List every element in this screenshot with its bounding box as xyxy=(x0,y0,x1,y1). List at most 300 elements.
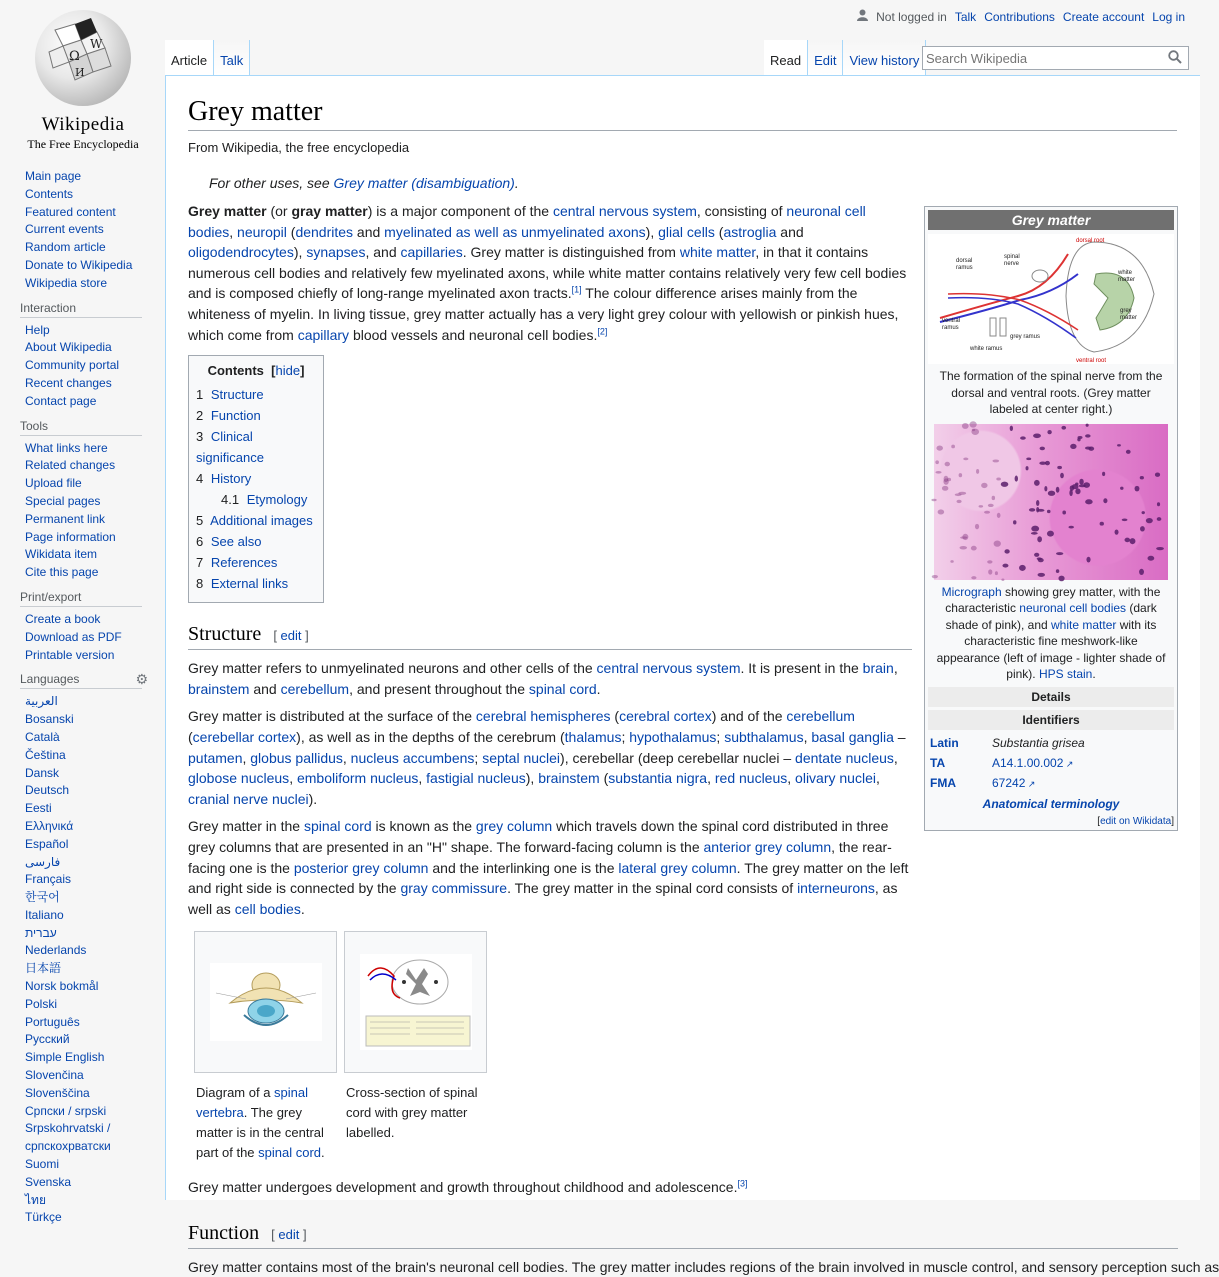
sidebar-item-link[interactable]: Random article xyxy=(25,240,106,255)
gear-icon[interactable]: ⚙ xyxy=(135,671,148,688)
toc-link[interactable]: Clinical significance xyxy=(196,429,264,466)
hps-stain-link[interactable]: HPS stain xyxy=(1038,667,1093,681)
svg-text:ventral: ventral xyxy=(942,318,961,324)
cell-nucleus xyxy=(1140,526,1145,531)
cell-nucleus xyxy=(1070,443,1076,448)
inline-link[interactable]: subthalamus xyxy=(724,728,804,745)
language-item-simple-english[interactable] xyxy=(25,1049,165,1067)
toc-item-function[interactable] xyxy=(196,405,316,426)
inline-link[interactable]: interneurons xyxy=(797,880,875,897)
inline-link[interactable]: putamen xyxy=(188,749,243,766)
row-label[interactable]: Latin xyxy=(930,735,959,750)
cell-nucleus xyxy=(1010,425,1013,430)
language-item-dansk[interactable] xyxy=(25,765,165,783)
tab-article[interactable]: Article xyxy=(165,40,214,75)
svg-text:dorsal: dorsal xyxy=(956,258,973,264)
cell-nucleus xyxy=(1069,489,1072,495)
cell-nucleus xyxy=(1075,482,1078,485)
inline-link[interactable]: globose nucleus xyxy=(188,770,290,787)
language-item-portugu-s[interactable] xyxy=(25,1014,165,1032)
inline-link[interactable]: brainstem xyxy=(538,770,600,787)
inline-link[interactable]: anterior grey column xyxy=(703,838,832,855)
anatomical-terminology-link[interactable]: Anatomical terminology xyxy=(982,796,1120,811)
view-tabs xyxy=(764,40,926,75)
sidebar-item-link[interactable]: Current events xyxy=(25,222,104,237)
inline-link[interactable]: neuronal cell bodies xyxy=(188,203,866,240)
language-item-link[interactable]: 한국어 xyxy=(25,890,60,905)
sidebar-item-link[interactable]: Main page xyxy=(25,169,82,183)
tab-edit[interactable]: Edit xyxy=(808,40,843,75)
sidebar-item-page-information[interactable] xyxy=(25,529,165,547)
puzzle-globe-icon xyxy=(35,10,131,106)
sidebar-item-community-portal[interactable] xyxy=(25,357,165,375)
toc-item-see-also[interactable] xyxy=(196,531,316,552)
toc-link[interactable]: History xyxy=(210,471,252,487)
sidebar-item-upload-file[interactable] xyxy=(25,475,165,493)
namespace-tabs xyxy=(165,40,250,75)
inline-link[interactable]: brainstem xyxy=(188,680,250,697)
sidebar-item-link[interactable]: What links here xyxy=(25,440,108,455)
inline-link[interactable]: hypothalamus xyxy=(629,728,717,745)
sidebar-item-link[interactable]: Page information xyxy=(25,529,116,544)
cell-nucleus xyxy=(970,421,977,427)
language-item-27[interactable] xyxy=(25,1192,165,1210)
inline-link[interactable]: cerebral cortex xyxy=(619,708,712,725)
cell-nucleus xyxy=(1155,472,1160,476)
spinal-vertebra-link[interactable]: spinal vertebra xyxy=(196,1085,309,1121)
inline-link[interactable]: dentate nucleus xyxy=(795,749,894,766)
cell-nucleus xyxy=(1037,536,1042,542)
cell-nucleus xyxy=(1026,457,1031,460)
sidebar-item-main-page[interactable] xyxy=(25,168,165,186)
language-item-link[interactable]: ไทย xyxy=(25,1192,46,1207)
sidebar-item-cite-this-page[interactable] xyxy=(25,564,165,582)
cell-nucleus xyxy=(1062,510,1066,514)
inline-link[interactable]: olivary nuclei xyxy=(795,770,876,787)
toc-number: 7 xyxy=(196,555,204,571)
row-label[interactable]: FMA xyxy=(930,775,956,790)
sidebar-item-link[interactable]: Permanent link xyxy=(25,511,106,526)
cell-nucleus xyxy=(1058,575,1064,581)
inline-link[interactable]: emboliform nucleus xyxy=(296,770,419,787)
inline-link[interactable]: spinal cord xyxy=(528,680,597,697)
toc-link[interactable]: Function xyxy=(210,408,261,424)
language-item-eesti[interactable] xyxy=(25,800,165,818)
cell-nucleus xyxy=(938,509,945,514)
language-item-link[interactable]: Suomi xyxy=(25,1157,60,1172)
svg-text:И: И xyxy=(75,66,85,79)
cell-nucleus xyxy=(988,503,994,506)
language-item-italiano[interactable] xyxy=(25,907,165,925)
sidebar-item-featured-content[interactable] xyxy=(25,204,165,222)
language-item-link[interactable]: Italiano xyxy=(25,907,64,922)
sidebar-item-wikipedia-store[interactable] xyxy=(25,275,165,293)
inline-link[interactable]: central nervous system xyxy=(596,660,741,677)
wikipedia-logo[interactable] xyxy=(22,10,144,151)
inline-link[interactable]: cerebral hemispheres xyxy=(475,708,611,725)
sidebar-item-wikidata-item[interactable] xyxy=(25,546,165,564)
header xyxy=(0,0,1200,80)
inline-link[interactable]: neuropil xyxy=(237,223,287,240)
sidebar-tools xyxy=(20,419,165,582)
inline-link[interactable]: gray commissure xyxy=(400,880,508,897)
inline-link[interactable]: brain xyxy=(862,660,894,677)
language-item-norsk-bokm-l[interactable] xyxy=(25,978,165,996)
cell-nucleus xyxy=(1117,444,1121,446)
inline-link[interactable]: globus pallidus xyxy=(250,749,343,766)
cell-nucleus xyxy=(994,540,1001,546)
language-item-t-rk-e[interactable] xyxy=(25,1209,165,1227)
inline-link[interactable]: white matter xyxy=(679,244,756,261)
toc-link[interactable]: Etymology xyxy=(246,492,308,508)
cell-nucleus xyxy=(995,571,998,575)
inline-link[interactable]: posterior grey column xyxy=(293,859,429,876)
search-input[interactable] xyxy=(923,47,1163,69)
language-item-link[interactable]: עברית xyxy=(25,925,57,940)
inline-link[interactable]: dendrites xyxy=(295,223,354,240)
inline-link[interactable]: lateral grey column xyxy=(618,859,737,876)
language-item-link[interactable]: Svenska xyxy=(25,1174,72,1189)
language-item-15[interactable] xyxy=(25,960,165,978)
user-icon xyxy=(857,9,868,24)
row-value xyxy=(990,773,1174,793)
toc-number: 3 xyxy=(196,429,204,445)
gallery-caption-2: Cross-section of spinal cord with grey matter labelled. xyxy=(346,1085,478,1141)
toc-item-etymology[interactable] xyxy=(196,489,316,510)
language-item-link[interactable]: Русский xyxy=(25,1032,70,1047)
inline-link[interactable]: glial cells xyxy=(658,223,715,240)
cell-nucleus xyxy=(1033,433,1041,438)
cell-nucleus xyxy=(1124,537,1130,542)
sidebar-item-link[interactable]: Community portal xyxy=(25,358,120,373)
sidebar-item-link[interactable]: Contents xyxy=(25,186,74,201)
spinal-cord-link[interactable]: spinal cord xyxy=(258,1145,322,1161)
cell-nucleus xyxy=(1034,479,1040,485)
inline-link[interactable]: capillaries xyxy=(400,244,463,261)
toc-hide-link[interactable]: hide xyxy=(275,363,301,379)
sidebar-item-link[interactable]: Special pages xyxy=(25,493,101,508)
gallery-item xyxy=(194,931,337,1163)
inline-link[interactable]: spinal cord xyxy=(303,818,372,835)
language-item-link[interactable]: Ελληνικά xyxy=(25,818,74,833)
cell-nucleus xyxy=(1037,557,1042,560)
language-item-sloven-ina[interactable] xyxy=(25,1085,165,1103)
svg-text:ramus: ramus xyxy=(956,265,973,271)
language-item-bosanski[interactable] xyxy=(25,711,165,729)
row-value: Substantia grisea xyxy=(992,735,1085,750)
language-item-srpski[interactable] xyxy=(25,1103,165,1121)
toc-number: 8 xyxy=(196,576,204,592)
micrograph-image[interactable] xyxy=(934,424,1168,580)
cell-nucleus xyxy=(1047,530,1054,536)
sidebar-item-link[interactable]: Featured content xyxy=(25,204,116,219)
hatnote: For other uses, see Grey matter (disambiguation). xyxy=(209,175,519,191)
inline-link[interactable]: fastigial nucleus xyxy=(426,770,526,787)
cell-nucleus xyxy=(1048,490,1055,495)
language-item-link[interactable]: Español xyxy=(25,836,69,851)
language-item-link[interactable]: Bosanski xyxy=(25,712,74,727)
micrograph-link[interactable]: Micrograph xyxy=(941,584,1002,599)
svg-text:matter: matter xyxy=(1120,315,1138,321)
language-item-link[interactable]: Srpskohrvatski / српскохрватски xyxy=(25,1121,111,1154)
cell-nucleus xyxy=(1060,472,1064,477)
sidebar-item-recent-changes[interactable] xyxy=(25,375,165,393)
language-item-espa-ol[interactable] xyxy=(25,836,165,854)
svg-text:ramus: ramus xyxy=(942,325,959,331)
sidebar-heading-print: Print/export xyxy=(20,590,142,607)
cell-nucleus xyxy=(1015,475,1018,481)
language-item-11[interactable] xyxy=(25,889,165,907)
language-item-link[interactable]: العربية xyxy=(25,694,58,709)
sidebar-item-help[interactable] xyxy=(25,322,165,340)
edit-function-link[interactable]: edit xyxy=(278,1226,300,1242)
search-icon[interactable] xyxy=(1168,50,1184,66)
inline-link[interactable]: nucleus accumbens xyxy=(350,749,475,766)
row-label[interactable]: TA xyxy=(930,755,946,770)
inline-link[interactable]: [1] xyxy=(571,284,582,295)
language-item-link[interactable]: فارسی xyxy=(25,854,61,869)
image-gallery xyxy=(194,931,912,1163)
sidebar-item-link[interactable]: Cite this page xyxy=(25,565,99,580)
tab-talk[interactable]: Talk xyxy=(214,40,250,75)
cell-nucleus xyxy=(1085,446,1091,449)
toc-link[interactable]: Structure xyxy=(210,387,264,403)
inline-link[interactable]: myelinated as well as unmyelinated axons xyxy=(384,223,646,240)
cell-nucleus xyxy=(997,512,1001,517)
sidebar-item-link[interactable]: Recent changes xyxy=(25,375,112,390)
inline-link[interactable]: septal nuclei xyxy=(482,749,561,766)
inline-link[interactable]: astroglia xyxy=(723,223,777,240)
language-item-link[interactable]: Simple English xyxy=(25,1050,105,1065)
svg-text:spinal: spinal xyxy=(1004,254,1020,260)
sidebar-item-link[interactable]: Download as PDF xyxy=(25,629,122,644)
language-item-link[interactable]: Português xyxy=(25,1014,80,1029)
language-item-polski[interactable] xyxy=(25,996,165,1014)
contributions-link[interactable]: Contributions xyxy=(984,9,1055,24)
cell-nucleus xyxy=(1061,425,1066,429)
language-item-suomi[interactable] xyxy=(25,1156,165,1174)
inline-link[interactable]: substantia nigra xyxy=(608,770,708,787)
svg-text:ventral root: ventral root xyxy=(1076,358,1107,364)
language-item-nederlands[interactable] xyxy=(25,942,165,960)
infobox-details-header: Details xyxy=(928,687,1174,707)
language-item-19[interactable] xyxy=(25,1031,165,1049)
infobox-title: Grey matter xyxy=(928,210,1174,230)
spinal-cord-cross-section-image[interactable] xyxy=(344,931,487,1073)
inline-link[interactable]: cerebellar cortex xyxy=(192,728,297,745)
language-item-srpskohrvatski[interactable] xyxy=(25,1120,165,1156)
inline-link[interactable]: oligodendrocytes xyxy=(188,244,294,261)
inline-link[interactable]: thalamus xyxy=(564,728,622,745)
inline-link[interactable]: basal ganglia xyxy=(811,728,894,745)
sidebar-item-printable-version[interactable] xyxy=(25,647,165,665)
neuronal-cell-bodies-link[interactable]: neuronal cell bodies xyxy=(1019,601,1127,615)
svg-text:W: W xyxy=(90,37,103,51)
language-item-catal[interactable] xyxy=(25,729,165,747)
cell-nucleus xyxy=(1079,478,1083,484)
sidebar-item-special-pages[interactable] xyxy=(25,493,165,511)
svg-text:white: white xyxy=(1118,270,1133,276)
language-item-link[interactable]: Norsk bokmål xyxy=(25,979,99,994)
sidebar-item-link[interactable]: Wikidata item xyxy=(25,547,98,562)
sidebar-item-link[interactable]: Related changes xyxy=(25,458,116,473)
cell-nucleus xyxy=(962,423,969,429)
cell-nucleus xyxy=(1013,520,1016,524)
cell-nucleus xyxy=(1038,572,1045,576)
toc-item-external-links[interactable] xyxy=(196,573,316,594)
cell-nucleus xyxy=(1039,461,1046,464)
sidebar-item-contact-page[interactable] xyxy=(25,393,165,411)
sidebar-item-link[interactable]: Contact page xyxy=(25,393,97,408)
language-item-7[interactable] xyxy=(25,818,165,836)
toc-number: 4.1 xyxy=(221,492,240,508)
cell-nucleus xyxy=(975,523,979,528)
sidebar-item-related-changes[interactable] xyxy=(25,457,165,475)
table-of-contents: Contents [hide] 1 Structure 2 Function 3 Clinical significance 4 History 4.1 Etymology 5 Additional images 6 See also 7 References 8 External links xyxy=(188,355,324,603)
talk-link[interactable]: Talk xyxy=(954,9,977,24)
inline-link[interactable]: central nervous system xyxy=(552,203,697,219)
inline-link[interactable]: grey column xyxy=(475,818,553,835)
language-item-sloven-ina[interactable] xyxy=(25,1067,165,1085)
cell-nucleus xyxy=(1031,525,1039,531)
cell-nucleus xyxy=(1126,449,1131,453)
language-item-link[interactable]: Српски / srpski xyxy=(25,1103,107,1118)
toc-item-history[interactable] xyxy=(196,468,316,489)
language-item-0[interactable] xyxy=(25,693,165,711)
section-heading-structure: Structure [ edit ] xyxy=(188,623,912,650)
sidebar-item-current-events[interactable] xyxy=(25,221,165,239)
sidebar-item-what-links-here[interactable] xyxy=(25,440,165,458)
cell-nucleus xyxy=(971,576,976,579)
sidebar-item-contents[interactable] xyxy=(25,186,165,204)
gallery-caption-1: Diagram of a spinal vertebra. The grey matter is in the central part of the spinal cord. xyxy=(196,1085,325,1161)
inline-link[interactable]: cerebellum xyxy=(280,680,350,697)
cell-nucleus xyxy=(959,473,963,477)
log-in-link[interactable]: Log in xyxy=(1152,9,1185,24)
cell-nucleus xyxy=(996,477,1001,480)
edit-structure-link[interactable]: edit xyxy=(280,628,302,644)
cell-nucleus xyxy=(1103,498,1107,503)
sidebar-item-permanent-link[interactable] xyxy=(25,511,165,529)
cell-nucleus xyxy=(963,457,968,460)
inline-link[interactable]: red nucleus xyxy=(714,770,788,787)
create-account-link[interactable]: Create account xyxy=(1062,9,1145,24)
language-item-link[interactable]: Slovenščina xyxy=(25,1085,90,1100)
inline-link[interactable]: cerebellum xyxy=(786,708,855,725)
language-item-link[interactable]: Türkçe xyxy=(25,1210,62,1225)
language-item-e-tina[interactable] xyxy=(25,747,165,765)
language-item-link[interactable]: Dansk xyxy=(25,765,60,780)
infobox-caption-2: Micrograph showing grey matter, with the characteristic neuronal cell bodies (dark shade of pink), and white matter with its characteristic fine meshwork-like appearance (left of image - lighter shade of pink). HPS stain. xyxy=(936,584,1166,681)
sidebar-item-download-as-pdf[interactable] xyxy=(25,629,165,647)
not-logged-in-label: Not logged in xyxy=(876,9,947,24)
toc-link[interactable]: References xyxy=(210,555,278,571)
language-item-link[interactable]: Eesti xyxy=(25,801,52,816)
inline-link[interactable]: [2] xyxy=(597,325,608,336)
edit-on-wikidata-link[interactable]: edit on Wikidata xyxy=(1100,815,1172,827)
ta-link[interactable]: A14.1.00.002 xyxy=(992,755,1064,770)
language-item-13[interactable] xyxy=(25,925,165,943)
svg-text:grey ramus: grey ramus xyxy=(1010,334,1041,340)
cell-nucleus xyxy=(955,493,962,496)
inline-link[interactable]: cranial nerve nuclei xyxy=(188,790,309,807)
toc-item-references[interactable] xyxy=(196,552,316,573)
tab-view-history[interactable]: View history xyxy=(843,40,926,75)
cell-nucleus xyxy=(1056,569,1059,573)
cell-nucleus xyxy=(976,469,979,474)
language-item-deutsch[interactable] xyxy=(25,782,165,800)
sidebar-item-create-a-book[interactable] xyxy=(25,611,165,629)
cell-nucleus xyxy=(1156,546,1164,549)
sidebar-item-link[interactable]: Printable version xyxy=(25,647,115,662)
language-item-link[interactable]: 日本語 xyxy=(25,961,62,976)
sidebar-item-donate-to-wikipedia[interactable] xyxy=(25,257,165,275)
cell-nucleus xyxy=(1146,517,1153,522)
cell-nucleus xyxy=(951,444,955,448)
cell-nucleus xyxy=(979,505,984,507)
cell-nucleus xyxy=(988,569,992,574)
toc-link[interactable]: See also xyxy=(210,534,262,550)
cell-nucleus xyxy=(1157,502,1160,506)
toc-link[interactable]: Additional images xyxy=(210,513,313,529)
toc-item-additional-images[interactable] xyxy=(196,510,316,531)
sidebar-item-random-article[interactable] xyxy=(25,239,165,257)
spinal-nerve-diagram[interactable] xyxy=(928,234,1174,364)
sidebar-item-link[interactable]: Donate to Wikipedia xyxy=(25,257,133,272)
sidebar-item-link[interactable]: Upload file xyxy=(25,476,82,491)
cell-nucleus xyxy=(957,499,962,502)
language-item-link[interactable]: Polski xyxy=(25,996,58,1011)
gallery-item xyxy=(344,931,487,1163)
external-link-icon: ↗ xyxy=(1025,778,1036,789)
language-item-link[interactable]: Català xyxy=(25,729,60,744)
language-item-9[interactable] xyxy=(25,854,165,872)
language-item-fran-ais[interactable] xyxy=(25,871,165,889)
tab-read[interactable]: Read xyxy=(764,40,808,75)
toc-link[interactable]: External links xyxy=(210,576,289,592)
language-item-link[interactable]: Čeština xyxy=(25,747,66,762)
vertebra-diagram-image[interactable] xyxy=(194,931,337,1073)
inline-link[interactable]: synapses xyxy=(306,244,366,261)
language-item-link[interactable]: Slovenčina xyxy=(25,1068,84,1083)
white-matter-link[interactable]: white matter xyxy=(1051,617,1117,632)
sidebar-item-link[interactable]: Help xyxy=(25,322,50,337)
reference-3-link[interactable]: [3] xyxy=(737,1178,748,1189)
disambiguation-link[interactable]: Grey matter (disambiguation) xyxy=(333,175,515,191)
sidebar-item-link[interactable]: About Wikipedia xyxy=(25,340,112,355)
language-item-link[interactable]: Nederlands xyxy=(25,943,87,958)
sidebar-item-link[interactable]: Create a book xyxy=(25,611,101,626)
fma-link[interactable]: 67242 xyxy=(992,775,1026,790)
toc-item-clinical-significance[interactable] xyxy=(196,426,316,468)
language-item-svenska[interactable] xyxy=(25,1174,165,1192)
development-paragraph: Grey matter undergoes development and growth throughout childhood and adolescence.[3] xyxy=(188,1178,748,1196)
toc-item-structure[interactable] xyxy=(196,384,316,405)
cell-nucleus xyxy=(1004,549,1009,553)
inline-link[interactable]: cell bodies xyxy=(234,900,301,917)
toc-number: 2 xyxy=(196,408,204,424)
toc-number: 4 xyxy=(196,471,204,487)
sidebar-item-link[interactable]: Wikipedia store xyxy=(25,275,108,290)
cell-nucleus xyxy=(1100,521,1104,525)
cell-nucleus xyxy=(931,498,936,500)
cell-nucleus xyxy=(1086,556,1090,562)
language-item-link[interactable]: Deutsch xyxy=(25,783,70,798)
inline-link[interactable]: capillary xyxy=(297,326,350,343)
sidebar-item-about-wikipedia[interactable] xyxy=(25,339,165,357)
cell-nucleus xyxy=(1056,552,1063,555)
language-item-link[interactable]: Français xyxy=(25,872,72,887)
